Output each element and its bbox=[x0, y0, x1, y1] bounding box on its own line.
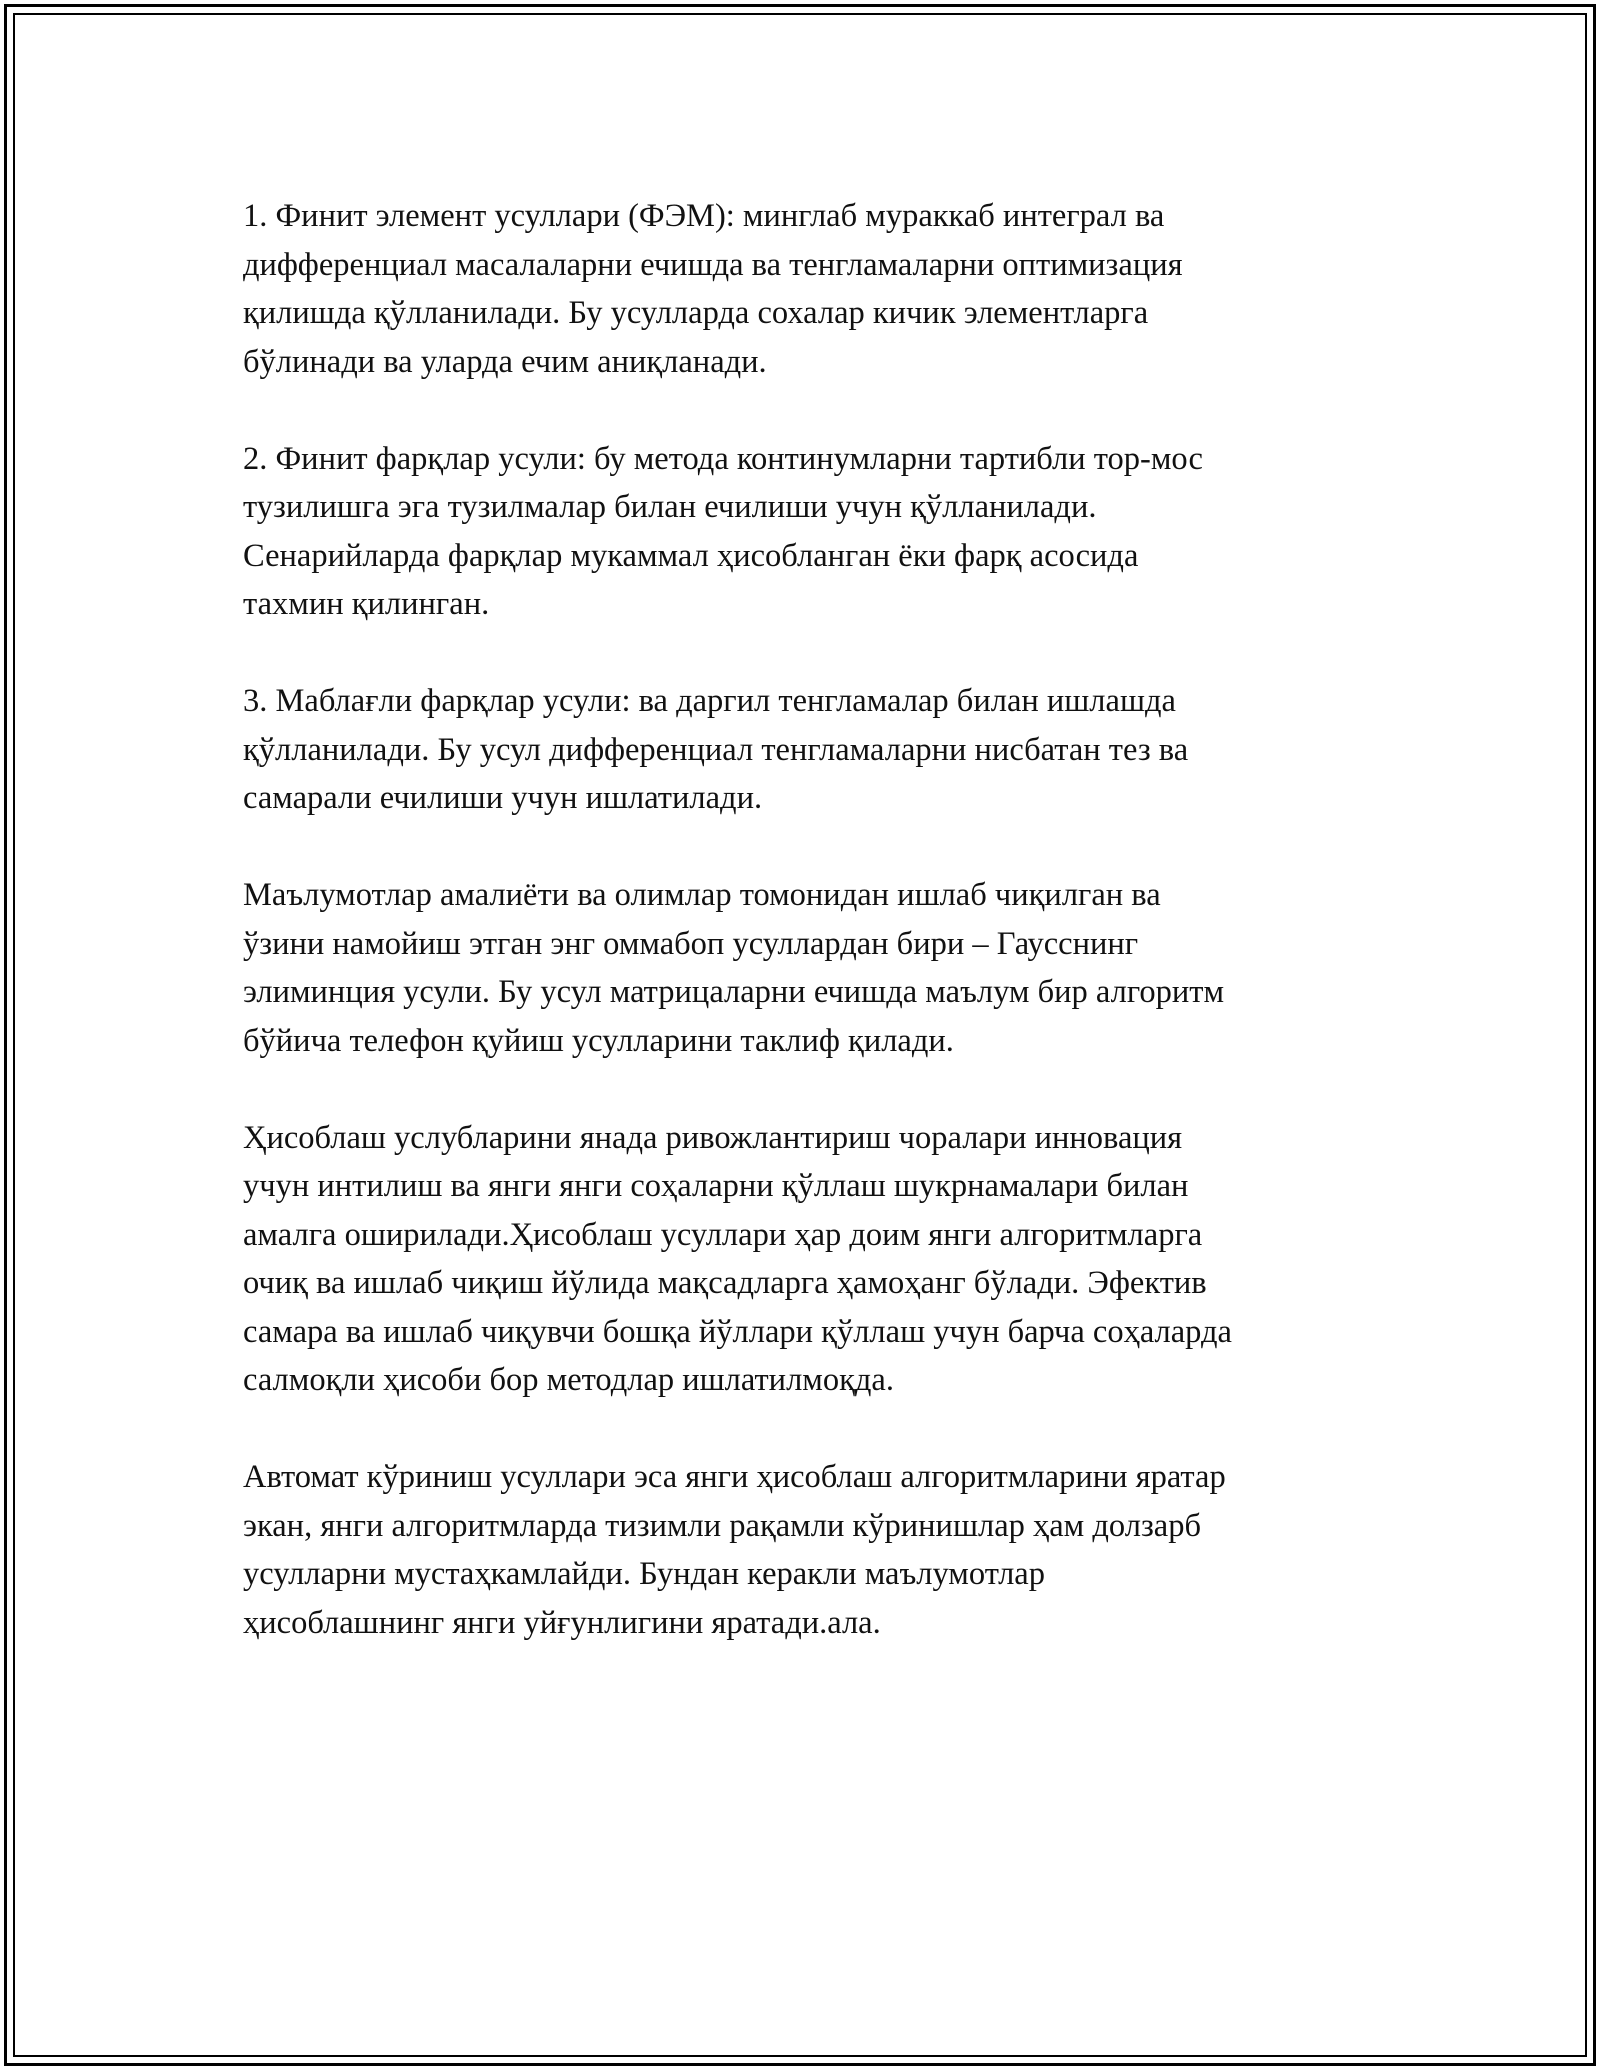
text-line: амалга оширилади.Ҳисоблаш усуллари ҳар доим янги алгоритмларга bbox=[243, 1216, 1203, 1253]
text-line: бўйича телефон қуйиш усулларини таклиф қилади. bbox=[243, 1022, 954, 1059]
text-line: ўзини намойиш этган энг оммабоп усуллардан бири – Гаусснинг bbox=[243, 925, 1139, 962]
text-line: элиминция усули. Бу усул матрицаларни ечишда маълум бир алгоритм bbox=[243, 974, 1225, 1010]
text-line: усулларни мустаҳкамлайди. Бундан керакли маълумотлар bbox=[243, 1556, 1045, 1592]
text-line: очиқ ва ишлаб чиқиш йўлида мақсадларга ҳамоҳанг бўлади. Эфектив bbox=[243, 1265, 1207, 1301]
text-line: тузилишга эга тузилмалар билан ечилиши учун қўлланилади. bbox=[243, 489, 1097, 525]
text-line: Маълумотлар амалиёти ва олимлар томонидан ишлаб чиқилган ва bbox=[243, 877, 1161, 913]
text-line: учун интилиш ва янги янги соҳаларни қўллаш шукрнамалари билан bbox=[243, 1168, 1189, 1204]
text-line: экан, янги алгоритмларда тизимли рақамли кўринишлар ҳам долзарб bbox=[243, 1507, 1201, 1544]
text-line: самара ва ишлаб чиқувчи бошқа йўллари қўллаш учун барча соҳаларда bbox=[243, 1313, 1232, 1350]
text-line: 1. Финит элемент усуллари (ФЭМ): минглаб мураккаб интеграл ва bbox=[243, 198, 1165, 234]
text-line: бўлинади ва уларда ечим аниқланади. bbox=[243, 343, 767, 380]
text-line: Автомат кўриниш усуллари эса янги ҳисоблаш алгоритмларини яратар bbox=[243, 1459, 1226, 1495]
text-line: қилишда қўлланилади. Бу усулларда сохалар кичик элементларга bbox=[243, 295, 1149, 331]
text-line: 3. Маблағли фарқлар усули: ва даргил тенгламалар билан ишлашда bbox=[243, 683, 1176, 719]
text-line: самарали ечилиши учун ишлатилади. bbox=[243, 780, 763, 816]
paragraph-weighted-differences bbox=[243, 677, 1373, 823]
paragraph-fem bbox=[243, 192, 1373, 386]
paragraph-gauss-elimination bbox=[243, 871, 1373, 1065]
text-line: қўлланилади. Бу усул дифференциал тенгламаларни нисбатан тез ва bbox=[243, 731, 1189, 768]
paragraph-computation-development bbox=[243, 1114, 1373, 1405]
paragraph-automatic-view-methods bbox=[243, 1453, 1373, 1647]
text-line: тахмин қилинган. bbox=[243, 586, 490, 622]
text-line: ҳисоблашнинг янги уйғунлигини яратади.ала. bbox=[243, 1604, 881, 1641]
paragraph-finite-differences bbox=[243, 435, 1373, 629]
document-body bbox=[243, 192, 1373, 1647]
text-line: Сенарийларда фарқлар мукаммал ҳисобланган ёки фарқ асосида bbox=[243, 537, 1139, 574]
page-border bbox=[4, 4, 1596, 2066]
text-line: Ҳисоблаш услубларини янада ривожлантириш чоралари инновация bbox=[243, 1119, 1183, 1156]
text-line: салмоқли ҳисоби бор методлар ишлатилмоқда. bbox=[243, 1362, 894, 1398]
text-line: 2. Финит фарқлар усули: бу метода континумларни тартибли тор-мос bbox=[243, 440, 1203, 477]
text-line: дифференциал масалаларни ечишда ва тенгламаларни оптимизация bbox=[243, 246, 1183, 283]
